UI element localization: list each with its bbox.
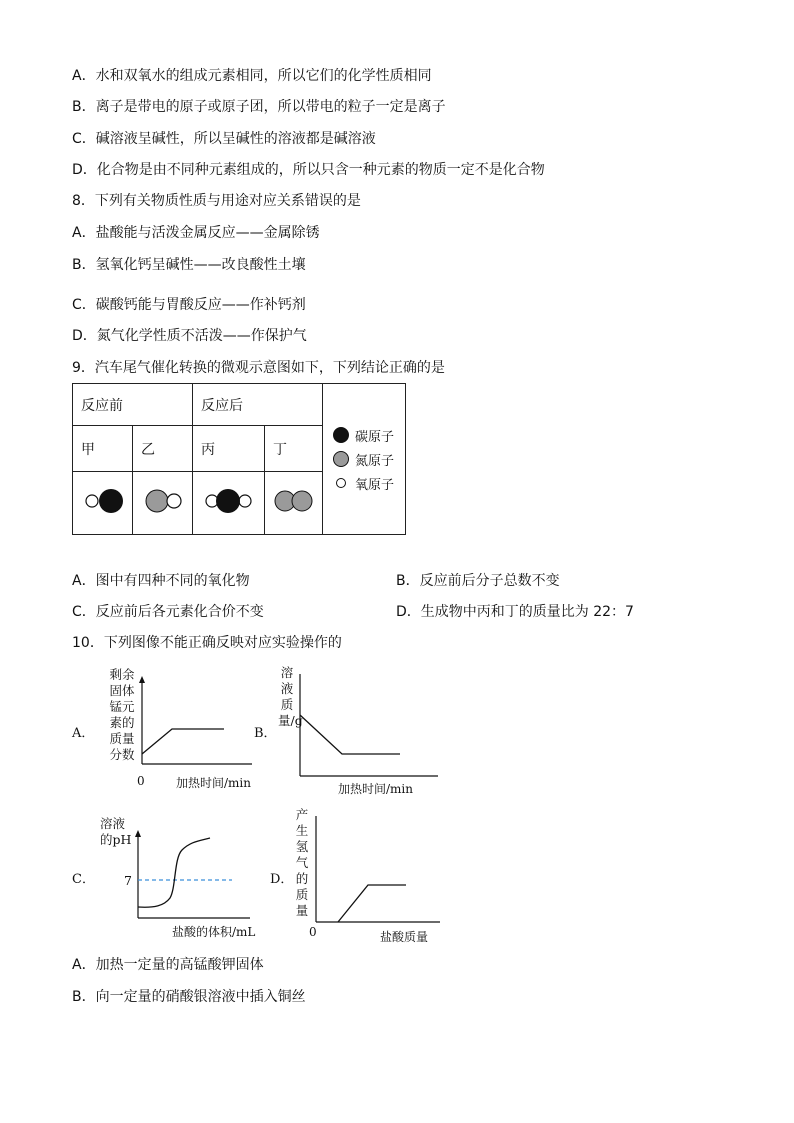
legend-oxygen-label: 氧原子 (355, 477, 395, 493)
cell-ding: 丁 (265, 426, 323, 472)
co-molecule-icon (73, 472, 132, 530)
q8-stem: 8．下列有关物质性质与用途对应关系错误的是 (72, 193, 361, 209)
graph-b-curve (300, 715, 400, 754)
q9-option-d: D．生成物中丙和丁的质量比为 22：7 (396, 604, 634, 620)
cell-jia: 甲 (73, 426, 133, 472)
q10-option-a: A．加热一定量的高锰酸钾固体 (72, 957, 264, 973)
atom-legend (323, 384, 406, 535)
graph-d (312, 812, 442, 926)
graph-b-ylabel: 溶液质量/g (278, 665, 303, 728)
legend-carbon (333, 423, 395, 447)
graph-c-tick-7: 7 (124, 873, 132, 888)
graph-c-label: C． (72, 872, 95, 887)
q8-option-c: C．碳酸钙能与胃酸反应——作补钙剂 (72, 297, 306, 313)
header-after: 反应后 (193, 384, 323, 426)
graph-d-label: D． (270, 872, 294, 887)
q8-option-b: B．氢氧化钙呈碱性——改良酸性土壤 (72, 257, 306, 273)
graph-b-label: B． (254, 726, 277, 741)
q7-option-a: A．水和双氧水的组成元素相同，所以它们的化学性质相同 (72, 68, 432, 84)
reaction-table (72, 383, 406, 535)
q10-option-b: B．向一定量的硝酸银溶液中插入铜丝 (72, 989, 306, 1005)
legend-oxygen (333, 471, 395, 495)
q9-option-c: C．反应前后各元素化合价不变 (72, 604, 264, 620)
graph-c (134, 828, 254, 922)
header-before: 反应前 (73, 384, 193, 426)
n2-molecule-icon (265, 472, 322, 530)
q8-option-d: D．氮气化学性质不活泼——作保护气 (72, 328, 307, 344)
graph-a-y-arrow (139, 676, 145, 683)
cell-yi: 乙 (133, 426, 193, 472)
graph-a-origin: 0 (137, 774, 145, 788)
graph-a-label: A． (72, 726, 95, 741)
q7-option-d: D．化合物是由不同种元素组成的，所以只含一种元素的物质一定不是化合物 (72, 162, 545, 178)
graph-c-curve (138, 838, 210, 907)
nitrogen-atom-icon (333, 451, 349, 467)
molecule-yi (133, 472, 193, 535)
graph-d-origin: 0 (309, 925, 317, 939)
graph-a-ylabel: 剩余固体锰元素的质量分数 (109, 667, 135, 762)
graph-c-xlabel: 盐酸的体积/mL (172, 925, 256, 939)
q9-stem: 9．汽车尾气催化转换的微观示意图如下，下列结论正确的是 (72, 360, 445, 376)
q7-option-b: B．离子是带电的原子或原子团，所以带电的粒子一定是离子 (72, 99, 446, 115)
q7-option-c: C．碱溶液呈碱性，所以呈碱性的溶液都是碱溶液 (72, 131, 376, 147)
graph-d-curve (338, 885, 406, 922)
graph-a (136, 672, 256, 772)
oxygen-atom-icon (336, 478, 346, 488)
carbon-atom-icon (333, 427, 349, 443)
molecule-bing (193, 472, 265, 535)
graph-c-y-arrow (135, 830, 141, 837)
molecule-jia (73, 472, 133, 535)
graph-b-xlabel: 加热时间/min (338, 782, 413, 796)
q10-stem: 10．下列图像不能正确反映对应实验操作的 (72, 635, 342, 651)
q9-option-b: B．反应前后分子总数不变 (396, 573, 560, 589)
graph-c-ylabel: 溶液的pH (100, 816, 132, 847)
legend-carbon-label: 碳原子 (355, 429, 395, 445)
molecule-ding (265, 472, 323, 535)
graph-a-xlabel: 加热时间/min (176, 776, 251, 790)
legend-nitrogen (333, 447, 395, 471)
co2-molecule-icon (193, 472, 264, 530)
graph-a-curve (142, 729, 224, 754)
cell-bing: 丙 (193, 426, 265, 472)
q9-option-a: A．图中有四种不同的氧化物 (72, 573, 250, 589)
no-molecule-icon (133, 472, 192, 530)
q8-option-a: A．盐酸能与活泼金属反应——金属除锈 (72, 225, 320, 241)
graph-d-xlabel: 盐酸质量 (380, 930, 429, 944)
graph-d-ylabel: 产生氢气的质量 (295, 807, 309, 918)
legend-nitrogen-label: 氮原子 (355, 453, 395, 469)
graph-b (296, 670, 441, 780)
